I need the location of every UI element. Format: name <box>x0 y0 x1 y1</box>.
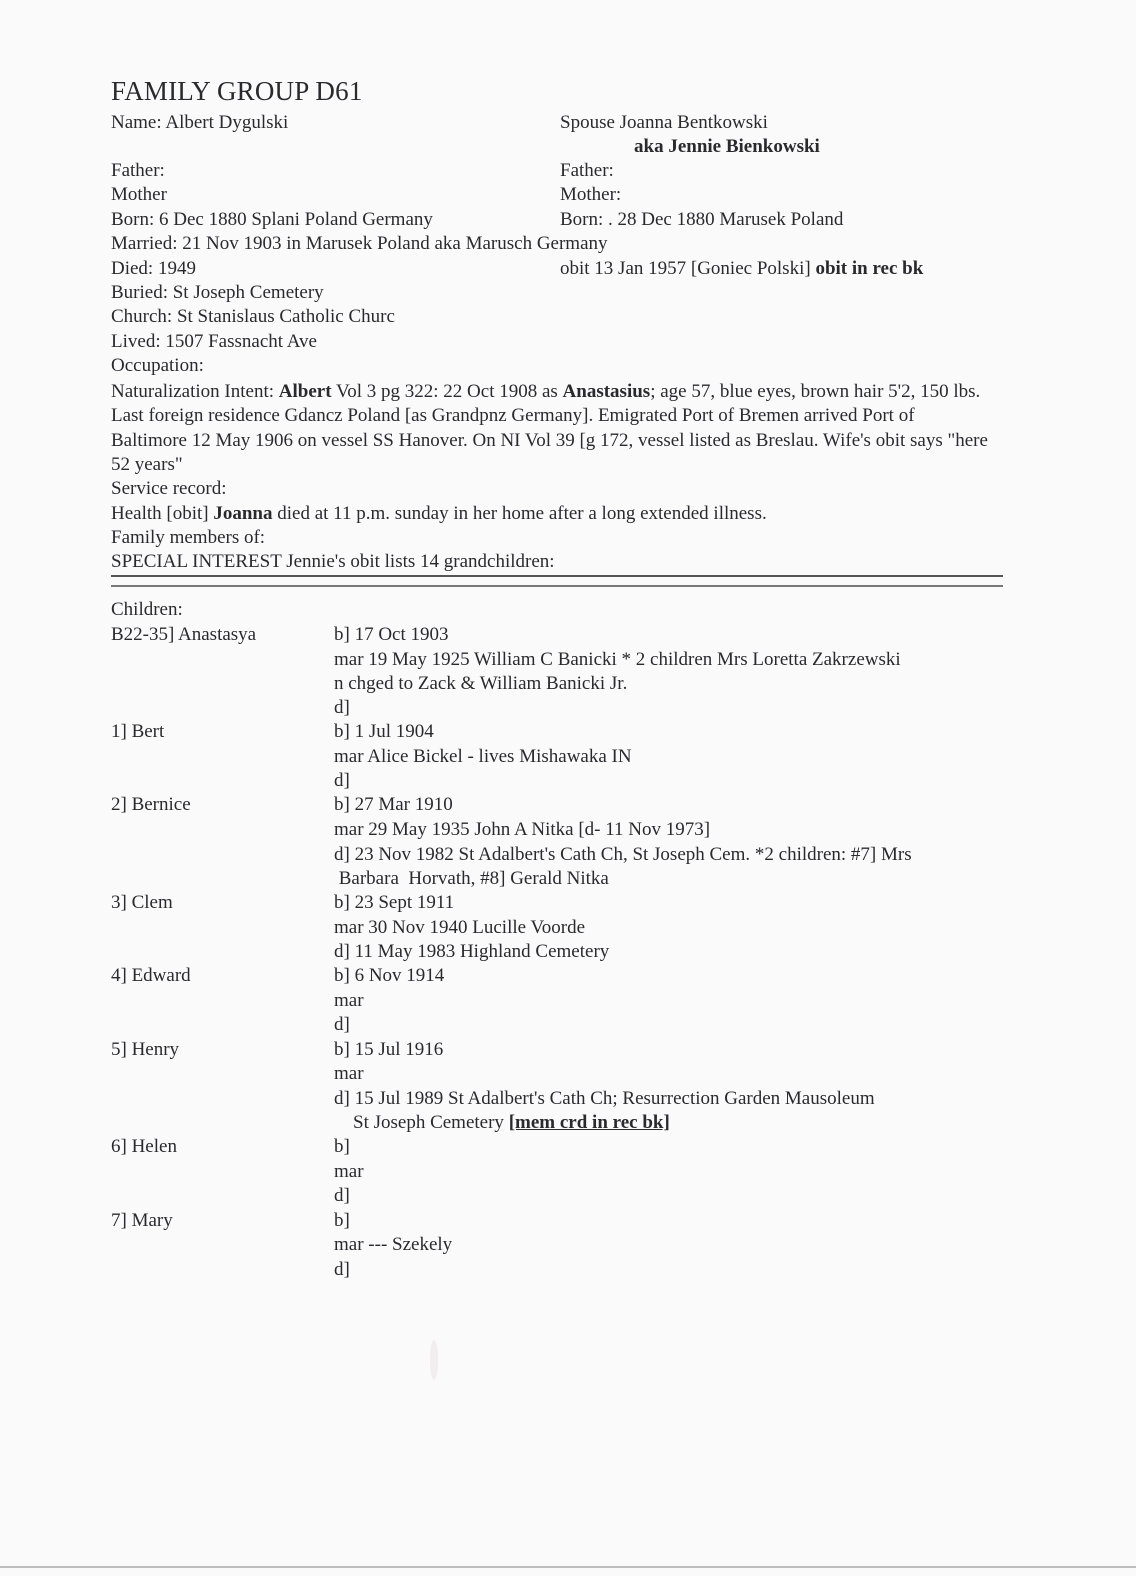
obit-bold: obit in rec bk <box>815 258 924 279</box>
memorial-card-note: [mem crd in rec bk] <box>508 1112 670 1133</box>
child-detail: mar --- Szekely <box>334 1234 453 1255</box>
child-name: 4] Edward <box>111 965 191 986</box>
child-detail: d] <box>334 1259 350 1280</box>
church-line: Church: St Stanislaus Catholic Churc <box>111 306 395 327</box>
child-detail: d] <box>334 1185 350 1206</box>
child-name: 1] Bert <box>111 721 165 742</box>
child-detail: d] <box>334 1014 350 1035</box>
child-detail: n chged to Zack & William Banicki Jr. <box>334 673 628 694</box>
children-label: Children: <box>111 599 183 620</box>
nat-text-1: Vol 3 pg 322: 22 Oct 1908 as <box>331 381 563 402</box>
name-line: Name: Albert Dygulski <box>111 112 289 133</box>
child-detail: b] <box>334 1210 350 1231</box>
child-detail: Barbara Horvath, #8] Gerald Nitka <box>334 868 609 889</box>
nat-text-2: ; age 57, blue eyes, brown hair 5'2, 150 lbs. Last foreign residence Gdancz Poland [as Grandpnz Germany]. Emigrated Port of Bremen arrived Port of Baltimore 12 May 1906 on vessel SS Hanover. On NI Vol 39 [g 172, vessel listed as Breslau. Wife's obit says "here 52 years" <box>111 381 988 476</box>
child-detail: mar <box>334 1063 364 1084</box>
child-detail-text: St Joseph Cemetery <box>334 1112 509 1133</box>
mother-right: Mother: <box>560 184 622 205</box>
child-name: 3] Clem <box>111 892 173 913</box>
child-detail: d] 15 Jul 1989 St Adalbert's Cath Ch; Resurrection Garden Mausoleum <box>334 1088 875 1109</box>
died-left: Died: 1949 <box>111 258 196 279</box>
father-right: Father: <box>560 160 614 181</box>
child-detail: b] 27 Mar 1910 <box>334 794 453 815</box>
born-right: Born: . 28 Dec 1880 Marusek Poland <box>560 209 844 230</box>
died-right <box>560 257 923 281</box>
child-name: B22-35] Anastasya <box>111 624 257 645</box>
child-detail <box>334 1111 670 1135</box>
obit-text: obit 13 Jan 1957 [Goniec Polski] <box>560 258 816 279</box>
special-interest-line: SPECIAL INTEREST Jennie's obit lists 14 grandchildren: <box>111 551 555 572</box>
child-name: 7] Mary <box>111 1210 173 1231</box>
spouse-line: Spouse Joanna Bentkowski <box>560 112 768 133</box>
health-text: died at 11 p.m. sunday in her home after a long extended illness. <box>272 503 767 524</box>
child-detail: d] <box>334 770 350 791</box>
child-detail: d] 23 Nov 1982 St Adalbert's Cath Ch, St Joseph Cem. *2 children: #7] Mrs <box>334 844 912 865</box>
child-detail: mar Alice Bickel - lives Mishawaka IN <box>334 746 632 767</box>
child-name: 5] Henry <box>111 1039 180 1060</box>
nat-bold-name: Albert <box>278 381 332 402</box>
nat-bold-alias: Anastasius <box>562 381 651 402</box>
spouse-aka: aka Jennie Bienkowski <box>634 136 820 157</box>
child-detail: mar <box>334 1161 364 1182</box>
mother-left: Mother <box>111 184 167 205</box>
occupation-line: Occupation: <box>111 355 204 376</box>
child-detail: mar <box>334 990 364 1011</box>
child-detail: mar 19 May 1925 William C Banicki * 2 children Mrs Loretta Zakrzewski <box>334 649 901 670</box>
service-line: Service record: <box>111 478 227 499</box>
health-bold: Joanna <box>213 503 273 524</box>
child-detail: mar 30 Nov 1940 Lucille Voorde <box>334 917 586 938</box>
nat-label: Naturalization Intent: <box>111 381 279 402</box>
married-line: Married: 21 Nov 1903 in Marusek Poland aka Marusch Germany <box>111 233 608 254</box>
child-detail: b] 6 Nov 1914 <box>334 965 445 986</box>
family-members-line: Family members of: <box>111 527 266 548</box>
scan-mark <box>430 1340 438 1380</box>
child-detail: b] 1 Jul 1904 <box>334 721 434 742</box>
page-title: FAMILY GROUP D61 <box>111 76 363 106</box>
naturalization-paragraph <box>111 380 991 478</box>
child-detail: b] 23 Sept 1911 <box>334 892 455 913</box>
child-detail: mar 29 May 1935 John A Nitka [d- 11 Nov 1973] <box>334 819 711 840</box>
child-detail: b] 17 Oct 1903 <box>334 624 449 645</box>
father-left: Father: <box>111 160 165 181</box>
bottom-edge-line <box>0 1566 1136 1568</box>
lived-line: Lived: 1507 Fassnacht Ave <box>111 331 317 352</box>
section-divider <box>111 575 1003 587</box>
born-left: Born: 6 Dec 1880 Splani Poland Germany <box>111 209 433 230</box>
child-detail: d] <box>334 697 350 718</box>
child-name: 2] Bernice <box>111 794 191 815</box>
child-detail: b] <box>334 1136 350 1157</box>
child-detail: d] 11 May 1983 Highland Cemetery <box>334 941 610 962</box>
health-line <box>111 502 767 526</box>
child-detail: b] 15 Jul 1916 <box>334 1039 444 1060</box>
health-label: Health [obit] <box>111 503 214 524</box>
buried-line: Buried: St Joseph Cemetery <box>111 282 324 303</box>
child-name: 6] Helen <box>111 1136 177 1157</box>
